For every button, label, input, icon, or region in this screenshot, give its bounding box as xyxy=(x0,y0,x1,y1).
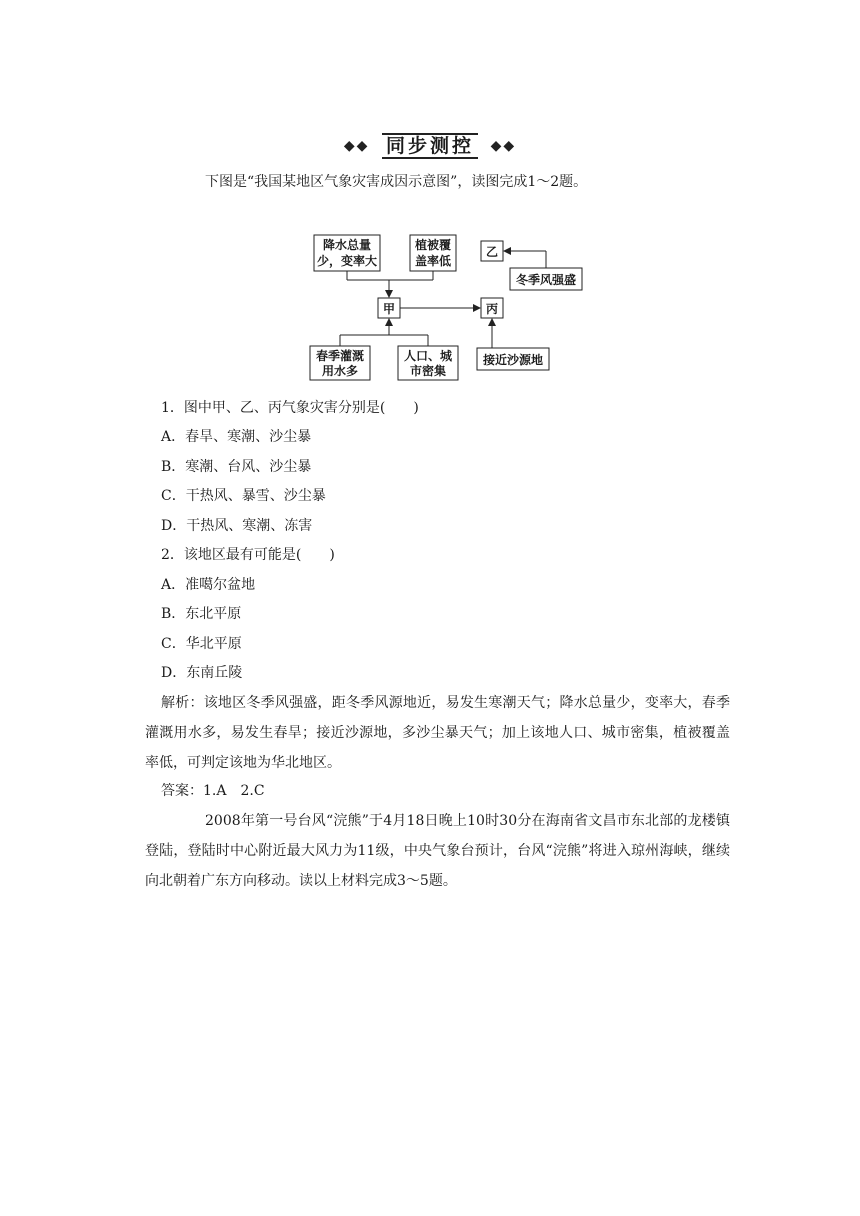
label-veg-line2: 盖率低 xyxy=(414,254,452,268)
question-2-stem: 2．该地区最有可能是( ) xyxy=(161,547,335,563)
diamond-decoration-right: ◆◆ xyxy=(490,138,517,154)
answer-text: 答案：1.A 2.C xyxy=(161,783,265,799)
label-jia: 甲 xyxy=(382,302,396,316)
section-title: 同步测控 xyxy=(382,133,478,159)
label-bing: 丙 xyxy=(485,302,499,316)
label-precip-line1: 降水总量 xyxy=(322,238,372,252)
label-sand-source: 接近沙源地 xyxy=(482,353,544,367)
intro-text: 下图是“我国某地区气象灾害成因示意图”，读图完成1～2题。 xyxy=(205,174,588,190)
question-1-stem: 1．图中甲、乙、丙气象灾害分别是( ) xyxy=(161,400,419,416)
question-1-option-a: A．春旱、寒潮、沙尘暴 xyxy=(161,429,312,445)
label-veg-line1: 植被覆 xyxy=(414,238,452,252)
question-1-option-c: C．干热风、暴雪、沙尘暴 xyxy=(161,488,326,504)
label-irrigation-line1: 春季灌溉 xyxy=(315,349,365,363)
label-irrigation-line2: 用水多 xyxy=(321,364,359,378)
label-precip-line2: 少，变率大 xyxy=(316,254,378,268)
label-city-line2: 市密集 xyxy=(409,364,447,378)
label-yi: 乙 xyxy=(485,245,499,259)
section-header xyxy=(0,133,860,159)
analysis-paragraph: 解析：该地区冬季风强盛，距冬季风源地近，易发生寒潮天气；降水总量少，变率大，春季灌溉用水多，易发生春旱；接近沙源地，多沙尘暴天气；加上该地人口、城市密集，植被覆盖率低，可判定该地为华北地区。 xyxy=(145,695,730,771)
question-2-option-b: B．东北平原 xyxy=(161,606,242,622)
question-1-option-b: B．寒潮、台风、沙尘暴 xyxy=(161,459,312,475)
question-2-option-c: C．华北平原 xyxy=(161,636,242,652)
diamond-decoration-left: ◆◆ xyxy=(343,138,370,154)
question-2-option-d: D．东南丘陵 xyxy=(161,665,243,681)
question-2-option-a: A．准噶尔盆地 xyxy=(161,577,256,593)
question-1-option-d: D．干热风、寒潮、冻害 xyxy=(161,518,313,534)
label-city-line1: 人口、城 xyxy=(403,349,453,363)
material-paragraph: 2008年第一号台风“浣熊”于4月18日晚上10时30分在海南省文昌市东北部的龙楼镇登陆，登陆时中心附近最大风力为11级，中央气象台预计，台风“浣熊”将进入琼州海峡，继续向北朝着广东方向移动。读以上材料完成3～5题。 xyxy=(145,813,730,889)
disaster-cause-diagram xyxy=(300,228,590,386)
label-winter-monsoon: 冬季风强盛 xyxy=(515,273,577,287)
